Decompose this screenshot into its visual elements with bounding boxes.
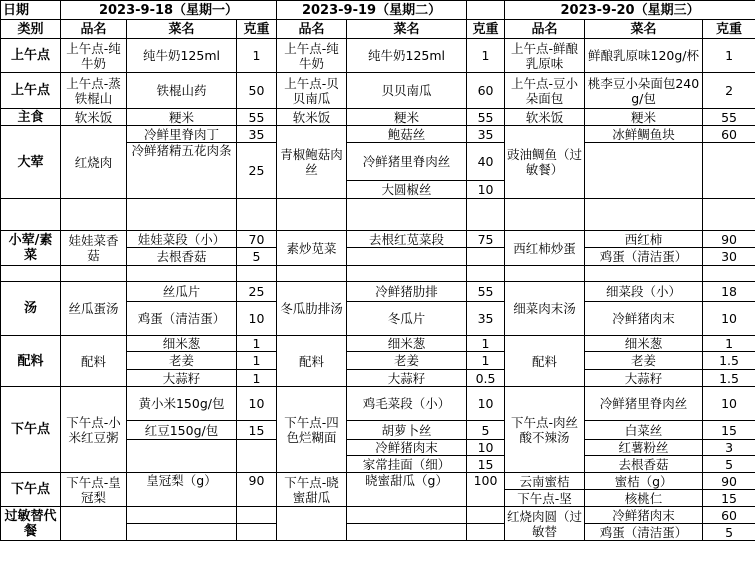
dish-wed-snack2: 上午点-豆小朵面包 [505,73,585,109]
item-mon-snack2: 铁棍山药 [127,73,237,109]
item-wed-seasoning-1: 细米葱 [585,336,703,352]
weight-tue-pm1-1: 10 [467,387,505,421]
item-tue-pm1-2: 胡萝卜丝 [347,421,467,440]
item-mon-seasoning-2: 老姜 [127,352,237,370]
category-allergy-alternative: 过敏替代餐 [1,507,61,541]
item-tue-soup-2: 冬瓜片 [347,302,467,336]
weight-tue-veg-spacer [467,266,505,282]
weight-mon-meat-2: 25 [237,143,277,199]
dish-wed-pm2-2: 下午点-坚 [505,490,585,507]
dish-wed-pm2-1: 云南蜜桔 [505,473,585,490]
category-afternoon-snack-1: 下午点 [1,387,61,473]
col-dish-monday: 品名 [61,20,127,39]
item-wed-pm2-2: 核桃仁 [585,490,703,507]
item-mon-allergy-2 [127,524,237,541]
weight-mon-veg-1: 70 [237,231,277,248]
category-label: 类别 [1,20,61,39]
col-weight-monday: 克重 [237,20,277,39]
weight-mon-snack2: 50 [237,73,277,109]
dish-mon-allergy [61,507,127,541]
item-mon-pm1-2: 红豆150g/包 [127,421,237,440]
dish-mon-staple: 软米饭 [61,109,127,126]
weight-mon-meat-spacer [237,199,277,231]
weight-wed-allergy-2: 5 [703,524,755,541]
weight-mon-soup-2: 10 [237,302,277,336]
weight-wed-meat-spacer [703,199,755,231]
dish-wed-soup: 细菜肉末汤 [505,282,585,336]
item-wed-veg-2: 鸡蛋（清洁蛋） [585,248,703,266]
item-tue-pm2: 晓蜜甜瓜（g） [347,473,467,507]
dish-tue-soup: 冬瓜肋排汤 [277,282,347,336]
weight-mon-meat-1: 35 [237,126,277,143]
weight-wed-pm2-2: 15 [703,490,755,507]
item-tue-pm1-4: 家常挂面（细） [347,456,467,473]
weight-wed-meat-blank [703,143,755,199]
date-monday: 2023-9-18（星期一） [61,1,277,20]
dish-mon-pm1: 下午点-小米红豆粥 [61,387,127,473]
dish-mon-veg: 娃娃菜香菇 [61,231,127,266]
weight-wed-soup-2: 10 [703,302,755,336]
weight-tue-seasoning-3: 0.5 [467,370,505,387]
weight-tue-seasoning-1: 1 [467,336,505,352]
weight-wed-veg-2: 30 [703,248,755,266]
weight-tue-allergy-1 [467,507,505,524]
weight-header-tuesday-top [467,1,505,20]
weight-mon-veg-spacer [237,266,277,282]
item-tue-pm1-3: 冷鲜猪肉末 [347,440,467,456]
item-wed-pm1-3: 红薯粉丝 [585,440,703,456]
item-mon-pm1-blank [127,440,237,473]
dish-wed-meat: 豉油鲷鱼（过敏餐） [505,126,585,199]
weight-wed-pm1-2: 15 [703,421,755,440]
weight-wed-allergy-1: 60 [703,507,755,524]
weight-tue-meat-2: 40 [467,143,505,181]
dish-wed-staple: 软米饭 [505,109,585,126]
dish-tue-veg-spacer [277,266,347,282]
item-mon-staple: 粳米 [127,109,237,126]
date-label: 日期 [1,1,61,20]
weight-wed-veg-spacer [703,266,755,282]
weight-mon-seasoning-1: 1 [237,336,277,352]
item-mon-meat-1: 冷鲜里脊肉丁 [127,126,237,143]
item-tue-meat-3: 大圆椒丝 [347,181,467,199]
dish-mon-seasoning: 配料 [61,336,127,387]
item-wed-seasoning-3: 大蒜籽 [585,370,703,387]
weight-mon-seasoning-3: 1 [237,370,277,387]
item-tue-staple: 粳米 [347,109,467,126]
item-mon-veg-1: 娃娃菜段（小） [127,231,237,248]
item-wed-pm1-1: 冷鲜猪里脊肉丝 [585,387,703,421]
item-wed-meat-1: 冰鲜鲷鱼块 [585,126,703,143]
category-morning-snack-2: 上午点 [1,73,61,109]
dish-tue-allergy [277,507,347,541]
item-wed-meat-spacer [585,199,703,231]
item-wed-pm1-2: 白菜丝 [585,421,703,440]
item-mon-pm1-1: 黄小米150g/包 [127,387,237,421]
date-tuesday: 2023-9-19（星期二） [277,1,467,20]
weight-wed-seasoning-1: 1 [703,336,755,352]
item-tue-meat-2: 冷鲜猪里脊肉丝 [347,143,467,181]
item-tue-pm1-1: 鸡毛菜段（小） [347,387,467,421]
col-dish-wednesday: 品名 [505,20,585,39]
item-tue-veg-blank [347,248,467,266]
item-wed-soup-1: 细菜段（小） [585,282,703,302]
dish-tue-seasoning: 配料 [277,336,347,387]
category-seasoning: 配料 [1,336,61,387]
item-tue-snack2: 贝贝南瓜 [347,73,467,109]
item-mon-meat-spacer [127,199,237,231]
item-mon-veg-spacer [127,266,237,282]
dish-tue-snack2: 上午点-贝贝南瓜 [277,73,347,109]
weight-mon-pm1-blank [237,440,277,473]
dish-wed-meat-spacer [505,199,585,231]
weight-tue-soup-2: 35 [467,302,505,336]
weight-wed-pm1-1: 10 [703,387,755,421]
weight-tue-pm1-3: 10 [467,440,505,456]
dish-mon-snack1: 上午点-纯牛奶 [61,39,127,73]
dish-mon-veg-spacer [61,266,127,282]
weight-wed-seasoning-3: 1.5 [703,370,755,387]
weight-tue-seasoning-2: 1 [467,352,505,370]
dish-mon-soup: 丝瓜蛋汤 [61,282,127,336]
dish-wed-veg-spacer [505,266,585,282]
weight-wed-pm1-3: 3 [703,440,755,456]
weight-mon-allergy-2 [237,524,277,541]
category-main-meat-spacer [1,199,61,231]
category-staple: 主食 [1,109,61,126]
weight-tue-snack1: 1 [467,39,505,73]
item-tue-seasoning-2: 老姜 [347,352,467,370]
item-wed-allergy-2: 鸡蛋（清洁蛋） [585,524,703,541]
dish-mon-snack2: 上午点-蒸铁棍山 [61,73,127,109]
dish-wed-seasoning: 配料 [505,336,585,387]
item-mon-allergy-1 [127,507,237,524]
col-dish-tuesday: 品名 [277,20,347,39]
item-wed-pm2-1: 蜜桔（g） [585,473,703,490]
date-wednesday: 2023-9-20（星期三） [505,1,755,20]
dish-wed-snack1: 上午点-鲜酿乳原味 [505,39,585,73]
weight-tue-soup-1: 55 [467,282,505,302]
dish-wed-veg: 西红柿炒蛋 [505,231,585,266]
weight-tue-pm1-4: 15 [467,456,505,473]
weight-wed-snack2: 2 [703,73,755,109]
dish-wed-allergy: 红烧肉圆（过敏替 [505,507,585,541]
weight-wed-meat-1: 60 [703,126,755,143]
item-mon-soup-1: 丝瓜片 [127,282,237,302]
weight-wed-veg-1: 90 [703,231,755,248]
item-wed-snack2: 桃李豆小朵面包240g/包 [585,73,703,109]
item-wed-allergy-1: 冷鲜猪肉末 [585,507,703,524]
item-mon-meat-2: 冷鲜猪精五花肉条 [127,143,237,199]
item-mon-veg-2: 去根香菇 [127,248,237,266]
dish-tue-veg: 素炒苋菜 [277,231,347,266]
weight-mon-veg-2: 5 [237,248,277,266]
dish-mon-meat-spacer [61,199,127,231]
item-tue-veg-spacer [347,266,467,282]
col-weight-wednesday: 克重 [703,20,755,39]
category-morning-snack-1: 上午点 [1,39,61,73]
weight-mon-pm2: 90 [237,473,277,507]
item-mon-seasoning-3: 大蒜籽 [127,370,237,387]
item-wed-seasoning-2: 老姜 [585,352,703,370]
item-tue-veg-1: 去根红苋菜段 [347,231,467,248]
item-tue-seasoning-1: 细米葱 [347,336,467,352]
weight-tue-snack2: 60 [467,73,505,109]
col-item-monday: 菜名 [127,20,237,39]
weight-mon-seasoning-2: 1 [237,352,277,370]
weight-tue-veg-1: 75 [467,231,505,248]
weight-wed-pm2-1: 90 [703,473,755,490]
weight-wed-soup-1: 18 [703,282,755,302]
item-wed-meat-blank [585,143,703,199]
dish-tue-snack1: 上午点-纯牛奶 [277,39,347,73]
item-wed-staple: 粳米 [585,109,703,126]
item-mon-seasoning-1: 细米葱 [127,336,237,352]
item-mon-soup-2: 鸡蛋（清洁蛋） [127,302,237,336]
weight-tue-allergy-2 [467,524,505,541]
category-main-meat: 大荤 [1,126,61,199]
category-afternoon-snack-2: 下午点 [1,473,61,507]
dish-mon-meat: 红烧肉 [61,126,127,199]
weight-tue-meat-3: 10 [467,181,505,199]
col-weight-tuesday: 克重 [467,20,505,39]
dish-tue-pm2: 下午点-晓蜜甜瓜 [277,473,347,507]
col-item-tuesday: 菜名 [347,20,467,39]
dish-tue-meat-spacer [277,199,347,231]
weight-wed-pm1-4: 5 [703,456,755,473]
dish-tue-staple: 软米饭 [277,109,347,126]
weight-tue-veg-blank [467,248,505,266]
item-tue-meat-1: 鲍菇丝 [347,126,467,143]
weight-wed-staple: 55 [703,109,755,126]
weight-tue-meat-spacer [467,199,505,231]
category-soup: 汤 [1,282,61,336]
item-wed-snack1: 鲜酿乳原味120g/杯 [585,39,703,73]
item-tue-snack1: 纯牛奶125ml [347,39,467,73]
dish-tue-pm1: 下午点-四色烂糊面 [277,387,347,473]
item-mon-pm2: 皇冠梨（g） [127,473,237,507]
item-wed-pm1-4: 去根香菇 [585,456,703,473]
dish-mon-pm2: 下午点-皇冠梨 [61,473,127,507]
weight-mon-pm1-1: 10 [237,387,277,421]
col-item-wednesday: 菜名 [585,20,703,39]
item-tue-soup-1: 冷鲜猪肋排 [347,282,467,302]
item-tue-allergy-1 [347,507,467,524]
weight-mon-soup-1: 25 [237,282,277,302]
weight-wed-snack1: 1 [703,39,755,73]
weight-tue-staple: 55 [467,109,505,126]
category-side-veg: 小荤/素菜 [1,231,61,266]
item-tue-seasoning-3: 大蒜籽 [347,370,467,387]
item-tue-meat-spacer [347,199,467,231]
item-wed-veg-1: 西红柿 [585,231,703,248]
category-side-veg-spacer [1,266,61,282]
weight-mon-pm1-2: 15 [237,421,277,440]
item-mon-snack1: 纯牛奶125ml [127,39,237,73]
weight-mon-snack1: 1 [237,39,277,73]
weight-wed-seasoning-2: 1.5 [703,352,755,370]
weight-tue-meat-1: 35 [467,126,505,143]
item-tue-allergy-2 [347,524,467,541]
weight-tue-pm2: 100 [467,473,505,507]
item-wed-veg-spacer [585,266,703,282]
weight-tue-pm1-2: 5 [467,421,505,440]
dish-wed-pm1: 下午点-肉丝酸不辣汤 [505,387,585,473]
dish-tue-meat: 青椒鲍菇肉丝 [277,126,347,199]
weight-mon-staple: 55 [237,109,277,126]
weight-mon-allergy-1 [237,507,277,524]
item-wed-soup-2: 冷鲜猪肉末 [585,302,703,336]
